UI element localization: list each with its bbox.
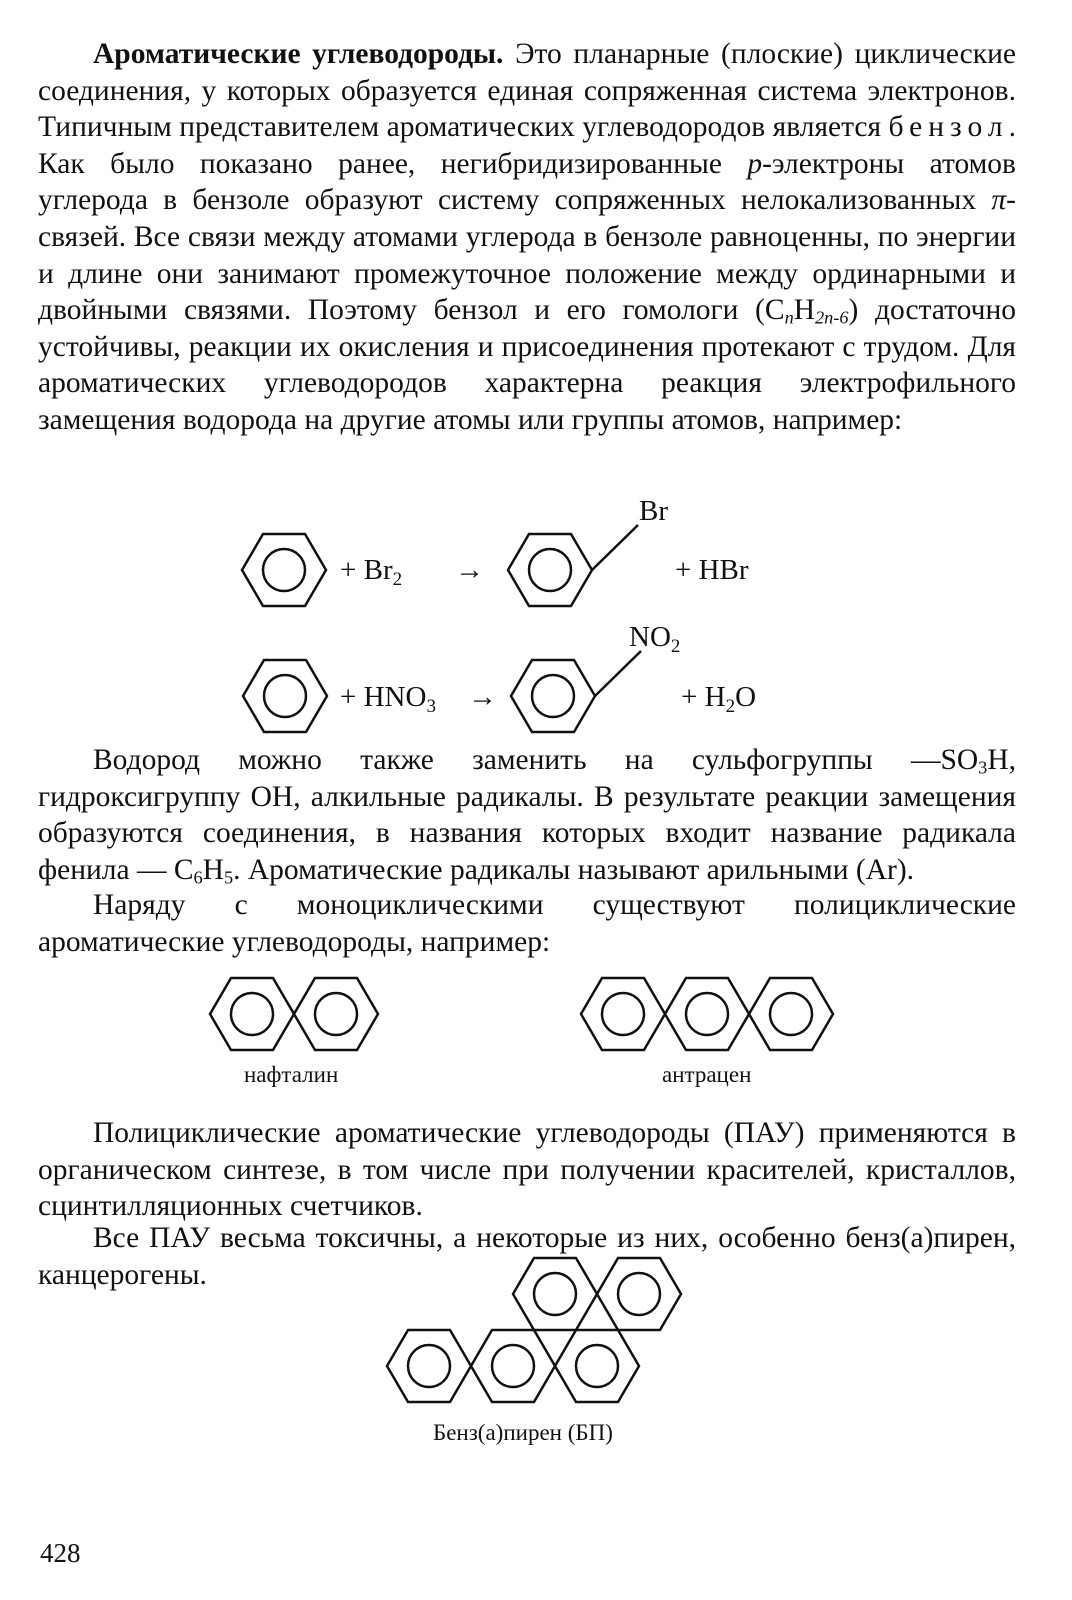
reaction2-reagent: + $HNO_3$ bbox=[340, 681, 436, 717]
page-number: 428 bbox=[40, 1538, 81, 1568]
naphthalene-caption: нафталин bbox=[244, 1062, 339, 1087]
benzene-ring-reactant-2 bbox=[243, 660, 327, 732]
reaction2-product: + $H_2O$ bbox=[681, 681, 757, 717]
nitrobenzene-ring bbox=[511, 651, 641, 732]
anthracene-structure bbox=[581, 978, 833, 1050]
paragraph-polycyclic: Наряду с моноциклическими существуют полициклические ароматические углеводороды, например: bbox=[38, 889, 1016, 958]
section-title: Ароматические углеводороды. bbox=[93, 38, 504, 70]
paragraph-substitution: Водород можно также заменить на сульфогруппы $—SO_3H$, гидроксигруппу OH, алкильные радикалы. В результате реакции замещения образуются соединения, в названия которых входит название радикала фенила — $C_6H_5$. Ароматические радикалы называют арильными (Ar). bbox=[38, 744, 1016, 888]
benzene-term: бензол bbox=[888, 111, 1009, 144]
benzene-ring-reactant-1 bbox=[242, 534, 326, 606]
reaction2-arrow: → bbox=[468, 681, 497, 713]
bromobenzene-ring bbox=[508, 525, 638, 606]
naphthalene-structure bbox=[210, 978, 378, 1050]
paragraph-pah-usage: Полициклические ароматические углеводороды (ПАУ) применяются в органическом синтезе, в том числе при получении красителей, кристаллов, сцинтилляционных счетчиков. bbox=[38, 1117, 1016, 1223]
paragraph-pah-toxicity: Все ПАУ весьма токсичны, а некоторые из них, особенно бенз(а)пирен, канцерогены. bbox=[38, 1222, 1016, 1291]
reaction1-product: + HBr bbox=[675, 554, 749, 586]
nitro-bond bbox=[595, 651, 641, 696]
benzopyrene-caption: Бенз(а)пирен (БП) bbox=[433, 1420, 613, 1445]
bromine-label: Br bbox=[639, 495, 668, 527]
reaction1-arrow: → bbox=[455, 554, 484, 586]
reaction1-reagent: + $Br_2$ bbox=[340, 554, 403, 590]
nitro-label: $NO_2$ bbox=[629, 621, 681, 657]
bromine-bond bbox=[592, 525, 638, 570]
anthracene-caption: антрацен bbox=[662, 1062, 752, 1087]
paragraph-aromatic-hydrocarbons: Ароматические углеводороды. Это планарные (плоские) циклические соединения, у которых образуется единая сопряженная система электронов. Типичным представителем ароматических углеводородов является бензол. Как было показано ранее, негибридизированные p-электроны атомов углерода в бензоле образуют систему сопряженных нелокализованных π-связей. Все связи между атомами углерода в бензоле равноценны, по энергии и длине они занимают промежуточное положение между ординарными и двойными связями. Поэтому бензол и его гомологи (CnH$_{2n-6}$) достаточно устойчивы, реакции их окисления и присоединения протекают с трудом. Для ароматических углеводородов характерна реакция электрофильного замещения водорода на другие атомы или группы атомов, например: bbox=[38, 38, 1016, 436]
